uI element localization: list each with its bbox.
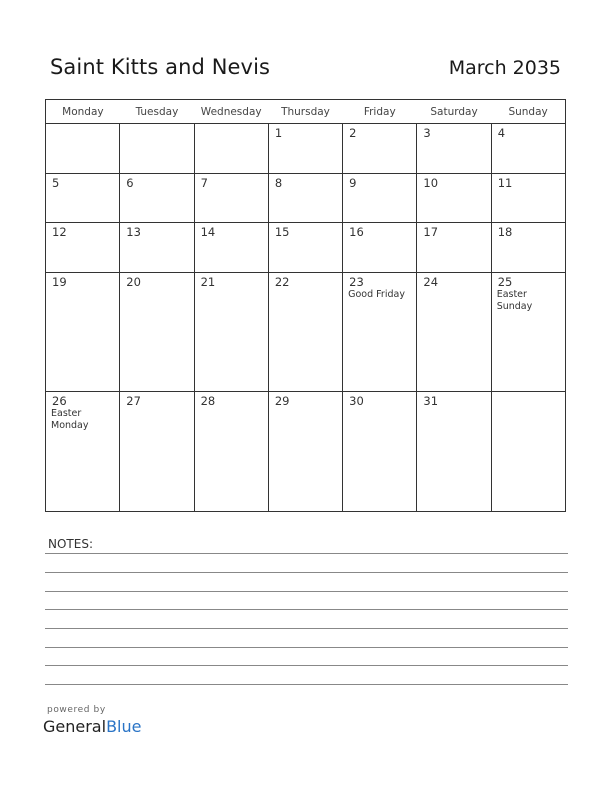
day-number: 6 — [126, 175, 134, 190]
day-number: 27 — [126, 394, 141, 409]
note-line — [45, 609, 568, 610]
calendar-day-cell — [194, 392, 268, 512]
day-number: 9 — [349, 175, 357, 190]
calendar-day-cell — [46, 272, 120, 392]
day-number: 12 — [52, 225, 67, 240]
weekday-header-row — [46, 100, 566, 124]
calendar-day-cell — [46, 173, 120, 223]
powered-by-text: powered by — [47, 705, 106, 715]
day-number: 16 — [349, 225, 364, 240]
brand-general: General — [43, 717, 107, 736]
calendar-day-cell — [120, 173, 194, 223]
day-number: 13 — [126, 225, 141, 240]
calendar-day-cell — [417, 223, 491, 273]
calendar-day-cell — [417, 124, 491, 174]
calendar-day-cell — [268, 223, 342, 273]
day-number: 14 — [200, 225, 216, 240]
calendar-day-cell — [268, 392, 342, 512]
calendar-day-cell — [268, 124, 342, 174]
holiday-label: Good Friday — [348, 288, 405, 300]
day-number: 1 — [274, 126, 283, 140]
note-line — [45, 684, 568, 685]
day-number: 30 — [349, 394, 364, 409]
calendar-day-cell — [268, 173, 342, 223]
day-number — [120, 124, 193, 126]
day-number: 11 — [497, 175, 513, 190]
note-line — [45, 591, 568, 592]
calendar-day-cell — [46, 223, 120, 273]
calendar-day-cell — [491, 124, 565, 174]
day-number: 26 — [52, 394, 67, 409]
calendar-day-cell — [491, 173, 565, 223]
notes-label: NOTES: — [48, 537, 93, 551]
calendar-day-cell — [120, 392, 194, 512]
calendar-day-cell — [343, 124, 417, 174]
calendar-day-cell — [343, 223, 417, 273]
day-number: 3 — [423, 126, 431, 140]
calendar-day-cell — [491, 272, 565, 392]
calendar-day-cell — [194, 124, 268, 174]
weekday-header: Friday — [343, 100, 417, 124]
calendar-day-cell — [46, 392, 120, 512]
calendar-day-cell — [46, 124, 120, 174]
weekday-header: Wednesday — [194, 100, 268, 124]
calendar-day-cell — [491, 223, 565, 273]
day-number: 20 — [126, 274, 141, 289]
calendar-day-cell — [120, 223, 194, 273]
calendar-day-cell — [194, 173, 268, 223]
calendar-day-cell — [343, 392, 417, 512]
calendar-day-cell — [491, 392, 565, 512]
day-number: 10 — [423, 175, 439, 190]
weekday-header: Saturday — [417, 100, 491, 124]
day-number: 15 — [274, 225, 290, 240]
day-number: 28 — [200, 394, 216, 409]
holiday-label: Easter Sunday — [496, 288, 533, 312]
day-number: 21 — [200, 274, 216, 289]
calendar-day-cell — [194, 223, 268, 273]
weekday-header: Monday — [46, 100, 120, 124]
calendar-week-row — [46, 392, 566, 512]
calendar-day-cell — [417, 173, 491, 223]
calendar-day-cell — [268, 272, 342, 392]
day-number — [46, 124, 119, 126]
note-line — [45, 647, 568, 648]
calendar-week-row — [46, 223, 566, 273]
weekday-header: Sunday — [491, 100, 565, 124]
calendar-week-row — [46, 272, 566, 392]
calendar-day-cell — [120, 124, 194, 174]
calendar-day-cell — [417, 272, 491, 392]
day-number — [492, 392, 565, 394]
day-number: 24 — [423, 274, 439, 289]
day-number: 22 — [274, 274, 290, 289]
weekday-header: Tuesday — [120, 100, 194, 124]
day-number: 4 — [497, 126, 506, 140]
day-number: 25 — [497, 274, 513, 289]
calendar-day-cell — [194, 272, 268, 392]
calendar-month-title: March 2035 — [448, 57, 561, 79]
day-number: 23 — [349, 274, 364, 289]
day-number: 31 — [423, 394, 439, 409]
holiday-label: Easter Monday — [51, 408, 89, 432]
brand-blue: Blue — [106, 717, 142, 736]
weekday-header: Thursday — [268, 100, 342, 124]
calendar-grid — [45, 99, 566, 512]
day-number: 7 — [200, 175, 208, 190]
note-line — [45, 665, 568, 666]
day-number: 18 — [497, 225, 513, 240]
day-number — [195, 124, 268, 126]
day-number: 2 — [349, 126, 357, 140]
calendar-week-row — [46, 124, 566, 174]
calendar-day-cell — [120, 272, 194, 392]
generalblue-logo — [43, 717, 141, 736]
calendar-day-cell — [417, 392, 491, 512]
calendar-country-title: Saint Kitts and Nevis — [50, 55, 271, 79]
calendar-day-cell — [343, 272, 417, 392]
note-line — [45, 628, 568, 629]
day-number: 17 — [423, 225, 439, 240]
note-line — [45, 553, 568, 554]
day-number: 19 — [52, 274, 67, 289]
calendar-day-cell — [343, 173, 417, 223]
day-number: 8 — [274, 175, 283, 190]
day-number: 29 — [274, 394, 290, 409]
calendar-week-row — [46, 173, 566, 223]
note-line — [45, 572, 568, 573]
day-number: 5 — [52, 175, 60, 190]
